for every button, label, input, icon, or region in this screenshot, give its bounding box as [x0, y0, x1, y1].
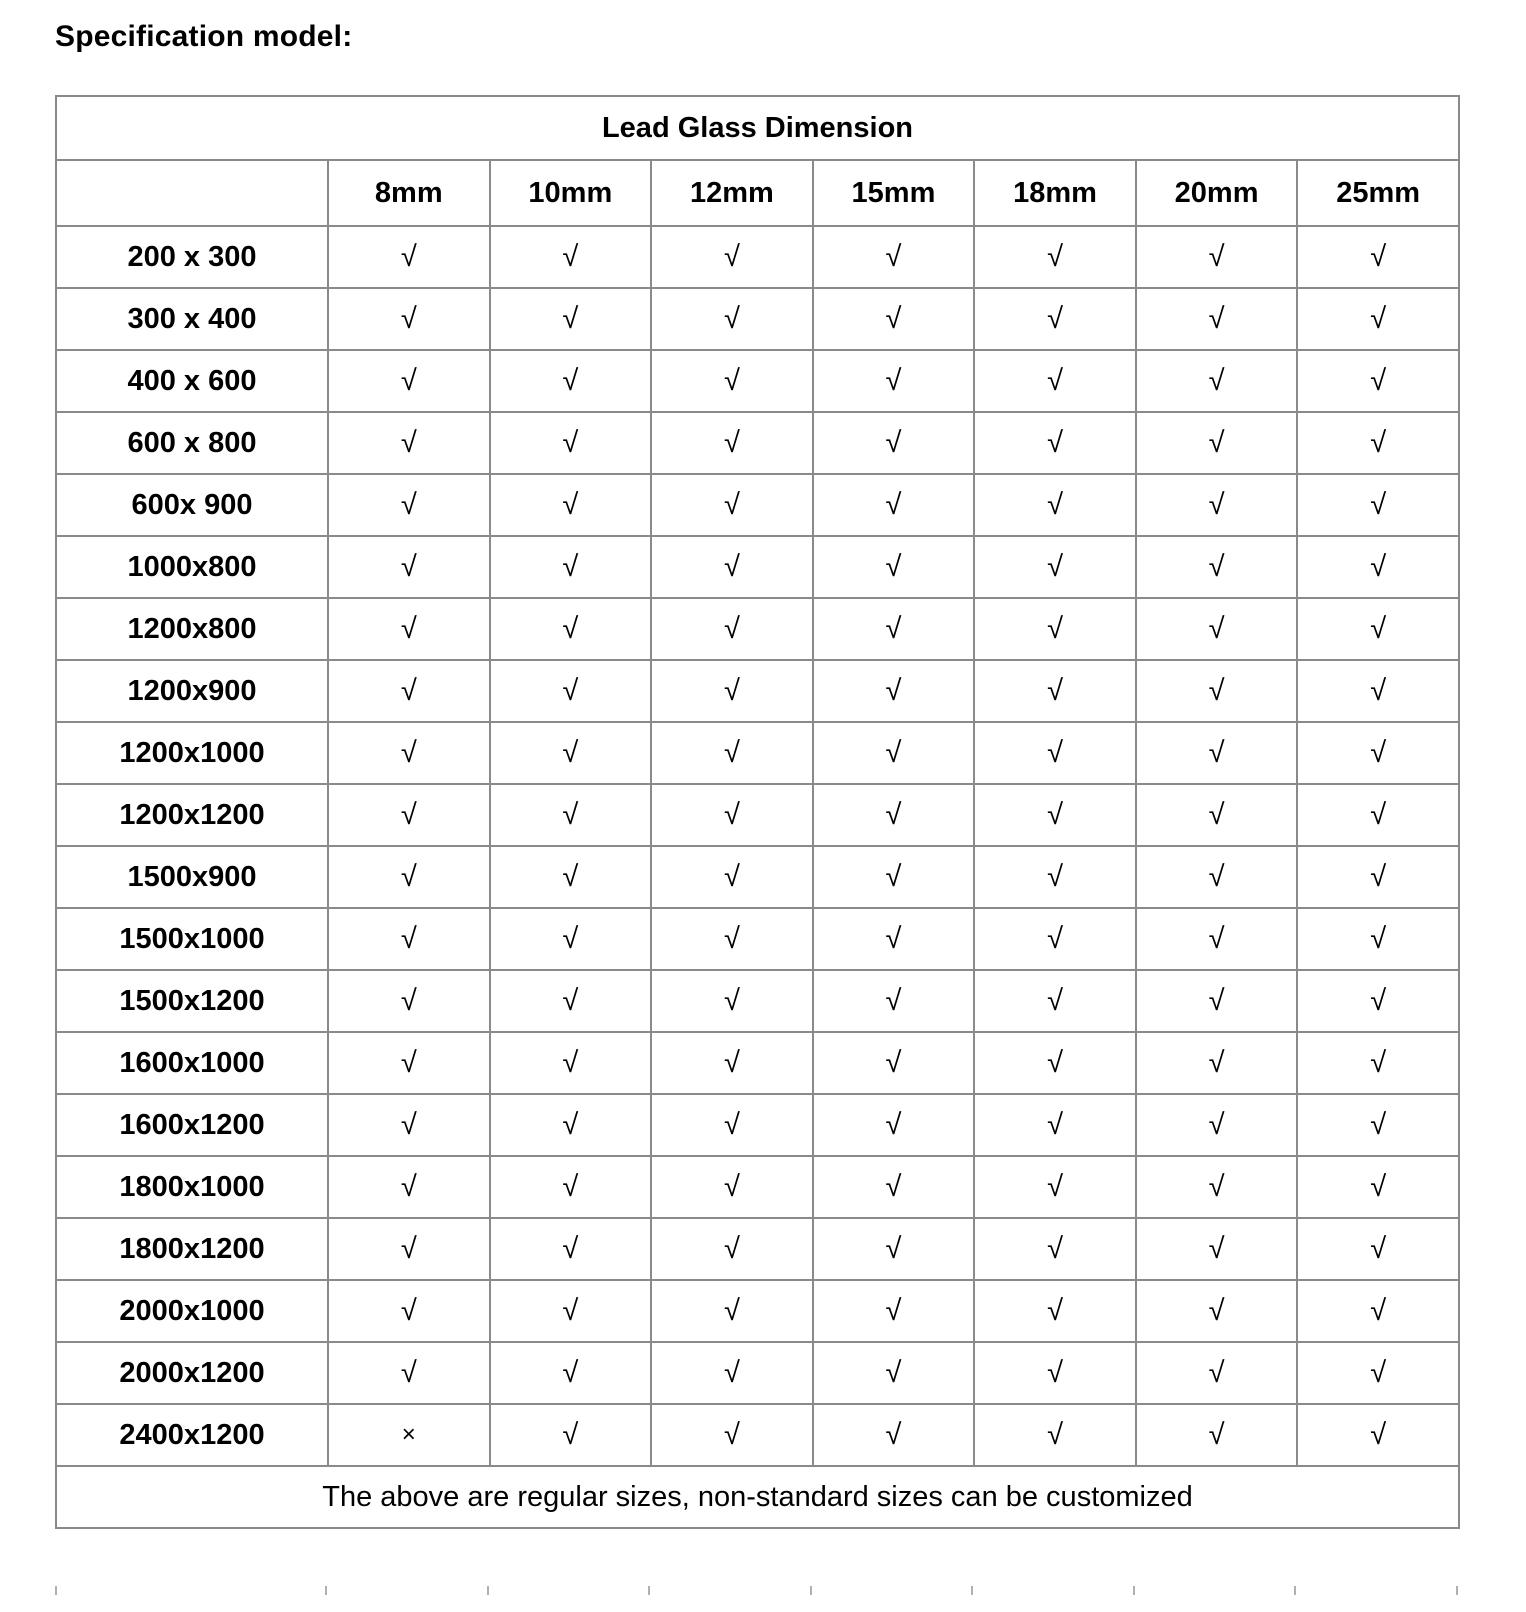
- check-mark: √: [490, 226, 652, 288]
- check-mark: √: [974, 288, 1136, 350]
- check-mark: √: [651, 784, 813, 846]
- footer-note: The above are regular sizes, non-standard sizes can be customized: [56, 1466, 1459, 1528]
- table-row: [56, 1342, 1459, 1404]
- check-mark: √: [974, 784, 1136, 846]
- table-row: [56, 1218, 1459, 1280]
- check-mark: √: [1136, 1156, 1298, 1218]
- table-title: Lead Glass Dimension: [56, 96, 1459, 160]
- check-mark: √: [651, 1094, 813, 1156]
- dimension-label: 1200x900: [56, 660, 328, 722]
- check-mark: √: [974, 1156, 1136, 1218]
- dimension-label: 2400x1200: [56, 1404, 328, 1466]
- dimension-label: 1200x800: [56, 598, 328, 660]
- check-mark: √: [813, 1404, 975, 1466]
- table-head: [56, 96, 1459, 226]
- dimension-label: 200 x 300: [56, 226, 328, 288]
- check-mark: √: [328, 474, 490, 536]
- check-mark: √: [490, 846, 652, 908]
- table-row: [56, 536, 1459, 598]
- check-mark: √: [1297, 1156, 1459, 1218]
- check-mark: √: [1297, 288, 1459, 350]
- table-row: [56, 1032, 1459, 1094]
- thickness-header: 12mm: [651, 160, 813, 226]
- check-mark: √: [328, 784, 490, 846]
- check-mark: √: [651, 1280, 813, 1342]
- check-mark: √: [651, 1156, 813, 1218]
- check-mark: √: [1136, 660, 1298, 722]
- check-mark: √: [974, 1218, 1136, 1280]
- check-mark: √: [328, 1032, 490, 1094]
- check-mark: √: [813, 536, 975, 598]
- check-mark: √: [974, 1342, 1136, 1404]
- dimension-label: 1500x1200: [56, 970, 328, 1032]
- check-mark: √: [651, 970, 813, 1032]
- check-mark: √: [1297, 536, 1459, 598]
- check-mark: √: [974, 598, 1136, 660]
- check-mark: √: [974, 1032, 1136, 1094]
- table-row: [56, 598, 1459, 660]
- cropped-next-row: [55, 1586, 1458, 1595]
- cropped-cell-stub: [327, 1586, 489, 1595]
- thickness-header: 10mm: [490, 160, 652, 226]
- lead-glass-dimension-table: [55, 95, 1460, 1529]
- corner-cell: [56, 160, 328, 226]
- table-row: [56, 1156, 1459, 1218]
- check-mark: √: [813, 908, 975, 970]
- check-mark: √: [490, 598, 652, 660]
- table-row: [56, 412, 1459, 474]
- check-mark: √: [328, 226, 490, 288]
- check-mark: √: [974, 660, 1136, 722]
- check-mark: √: [1136, 412, 1298, 474]
- check-mark: √: [813, 288, 975, 350]
- dimension-label: 2000x1200: [56, 1342, 328, 1404]
- check-mark: √: [813, 350, 975, 412]
- check-mark: √: [1297, 412, 1459, 474]
- dimension-label: 1800x1200: [56, 1218, 328, 1280]
- check-mark: √: [1136, 1218, 1298, 1280]
- check-mark: √: [974, 846, 1136, 908]
- check-mark: √: [490, 1032, 652, 1094]
- table-row: [56, 722, 1459, 784]
- thickness-header: 8mm: [328, 160, 490, 226]
- check-mark: √: [813, 660, 975, 722]
- check-mark: √: [1297, 970, 1459, 1032]
- thickness-header-row: [56, 160, 1459, 226]
- check-mark: √: [974, 226, 1136, 288]
- check-mark: √: [490, 1404, 652, 1466]
- thickness-header: 20mm: [1136, 160, 1298, 226]
- check-mark: √: [1297, 598, 1459, 660]
- table-title-row: [56, 96, 1459, 160]
- table-row: [56, 226, 1459, 288]
- check-mark: √: [490, 908, 652, 970]
- check-mark: √: [328, 536, 490, 598]
- check-mark: √: [813, 722, 975, 784]
- check-mark: √: [1136, 1280, 1298, 1342]
- check-mark: √: [490, 536, 652, 598]
- check-mark: √: [1297, 350, 1459, 412]
- check-mark: √: [651, 722, 813, 784]
- check-mark: √: [490, 412, 652, 474]
- dimension-label: 1200x1000: [56, 722, 328, 784]
- footer-note-row: [56, 1466, 1459, 1528]
- check-mark: √: [651, 350, 813, 412]
- check-mark: √: [490, 784, 652, 846]
- check-mark: √: [328, 288, 490, 350]
- check-mark: √: [1297, 1032, 1459, 1094]
- check-mark: √: [490, 1156, 652, 1218]
- check-mark: √: [651, 1342, 813, 1404]
- cropped-cell-stub: [489, 1586, 651, 1595]
- check-mark: √: [1297, 226, 1459, 288]
- check-mark: √: [1136, 970, 1298, 1032]
- table-row: [56, 350, 1459, 412]
- cropped-cell-stub: [973, 1586, 1135, 1595]
- check-mark: √: [1297, 1094, 1459, 1156]
- check-mark: √: [813, 1342, 975, 1404]
- table-body: [56, 226, 1459, 1466]
- check-mark: √: [651, 1032, 813, 1094]
- dimension-label: 1600x1000: [56, 1032, 328, 1094]
- check-mark: √: [813, 226, 975, 288]
- check-mark: √: [328, 350, 490, 412]
- thickness-header: 25mm: [1297, 160, 1459, 226]
- cropped-cell-stub: [650, 1586, 812, 1595]
- dimension-label: 1500x900: [56, 846, 328, 908]
- check-mark: √: [1297, 846, 1459, 908]
- check-mark: √: [1297, 660, 1459, 722]
- table-row: [56, 846, 1459, 908]
- check-mark: √: [1297, 784, 1459, 846]
- check-mark: √: [490, 1094, 652, 1156]
- check-mark: √: [328, 1280, 490, 1342]
- check-mark: √: [1136, 784, 1298, 846]
- dimension-label: 2000x1000: [56, 1280, 328, 1342]
- check-mark: √: [813, 846, 975, 908]
- check-mark: √: [974, 908, 1136, 970]
- check-mark: √: [974, 1404, 1136, 1466]
- check-mark: √: [1297, 1342, 1459, 1404]
- check-mark: √: [651, 474, 813, 536]
- check-mark: √: [813, 1218, 975, 1280]
- check-mark: √: [813, 474, 975, 536]
- cropped-cell-stub: [55, 1586, 327, 1595]
- table-row: [56, 474, 1459, 536]
- check-mark: √: [974, 1094, 1136, 1156]
- check-mark: √: [974, 536, 1136, 598]
- check-mark: √: [974, 350, 1136, 412]
- check-mark: √: [651, 288, 813, 350]
- table-row: [56, 660, 1459, 722]
- check-mark: √: [651, 226, 813, 288]
- check-mark: √: [974, 722, 1136, 784]
- check-mark: √: [974, 412, 1136, 474]
- check-mark: √: [1136, 1032, 1298, 1094]
- check-mark: √: [1297, 1218, 1459, 1280]
- check-mark: √: [328, 412, 490, 474]
- cropped-cell-stub: [1296, 1586, 1458, 1595]
- check-mark: √: [1136, 474, 1298, 536]
- cross-mark: ×: [328, 1404, 490, 1466]
- check-mark: √: [651, 1218, 813, 1280]
- check-mark: √: [490, 660, 652, 722]
- check-mark: √: [328, 1342, 490, 1404]
- check-mark: √: [651, 846, 813, 908]
- check-mark: √: [813, 970, 975, 1032]
- check-mark: √: [490, 288, 652, 350]
- check-mark: √: [651, 1404, 813, 1466]
- cropped-cell-stub: [1135, 1586, 1297, 1595]
- dimension-label: 600 x 800: [56, 412, 328, 474]
- check-mark: √: [1136, 1342, 1298, 1404]
- check-mark: √: [1136, 288, 1298, 350]
- check-mark: √: [328, 660, 490, 722]
- table-row: [56, 1094, 1459, 1156]
- check-mark: √: [1136, 1404, 1298, 1466]
- check-mark: √: [490, 970, 652, 1032]
- check-mark: √: [1297, 1280, 1459, 1342]
- thickness-header: 18mm: [974, 160, 1136, 226]
- check-mark: √: [328, 846, 490, 908]
- check-mark: √: [813, 598, 975, 660]
- check-mark: √: [813, 1094, 975, 1156]
- table-row: [56, 1404, 1459, 1466]
- check-mark: √: [328, 908, 490, 970]
- check-mark: √: [651, 536, 813, 598]
- dimension-label: 1500x1000: [56, 908, 328, 970]
- dimension-label: 300 x 400: [56, 288, 328, 350]
- check-mark: √: [328, 1156, 490, 1218]
- check-mark: √: [1136, 846, 1298, 908]
- check-mark: √: [1297, 474, 1459, 536]
- check-mark: √: [813, 784, 975, 846]
- check-mark: √: [1136, 226, 1298, 288]
- cropped-cell-stub: [812, 1586, 974, 1595]
- check-mark: √: [490, 1218, 652, 1280]
- table-row: [56, 970, 1459, 1032]
- dimension-label: 1800x1000: [56, 1156, 328, 1218]
- thickness-header: 15mm: [813, 160, 975, 226]
- table-foot: [56, 1466, 1459, 1528]
- check-mark: √: [813, 1156, 975, 1218]
- dimension-label: 600x 900: [56, 474, 328, 536]
- dimension-label: 1000x800: [56, 536, 328, 598]
- check-mark: √: [813, 1032, 975, 1094]
- check-mark: √: [328, 1094, 490, 1156]
- check-mark: √: [1136, 350, 1298, 412]
- check-mark: √: [1136, 908, 1298, 970]
- table-row: [56, 1280, 1459, 1342]
- check-mark: √: [813, 412, 975, 474]
- check-mark: √: [490, 1280, 652, 1342]
- check-mark: √: [1136, 1094, 1298, 1156]
- check-mark: √: [813, 1280, 975, 1342]
- check-mark: √: [328, 598, 490, 660]
- check-mark: √: [1136, 722, 1298, 784]
- check-mark: √: [490, 474, 652, 536]
- check-mark: √: [651, 660, 813, 722]
- check-mark: √: [651, 412, 813, 474]
- check-mark: √: [328, 970, 490, 1032]
- check-mark: √: [651, 908, 813, 970]
- check-mark: √: [1136, 536, 1298, 598]
- check-mark: √: [328, 1218, 490, 1280]
- dimension-label: 400 x 600: [56, 350, 328, 412]
- check-mark: √: [490, 722, 652, 784]
- check-mark: √: [328, 722, 490, 784]
- check-mark: √: [974, 1280, 1136, 1342]
- table-row: [56, 784, 1459, 846]
- page-title: Specification model:: [55, 20, 353, 53]
- table-row: [56, 908, 1459, 970]
- check-mark: √: [1297, 722, 1459, 784]
- check-mark: √: [490, 350, 652, 412]
- check-mark: √: [974, 970, 1136, 1032]
- table-row: [56, 288, 1459, 350]
- dimension-label: 1600x1200: [56, 1094, 328, 1156]
- check-mark: √: [1297, 908, 1459, 970]
- dimension-label: 1200x1200: [56, 784, 328, 846]
- check-mark: √: [490, 1342, 652, 1404]
- check-mark: √: [974, 474, 1136, 536]
- check-mark: √: [651, 598, 813, 660]
- check-mark: √: [1136, 598, 1298, 660]
- check-mark: √: [1297, 1404, 1459, 1466]
